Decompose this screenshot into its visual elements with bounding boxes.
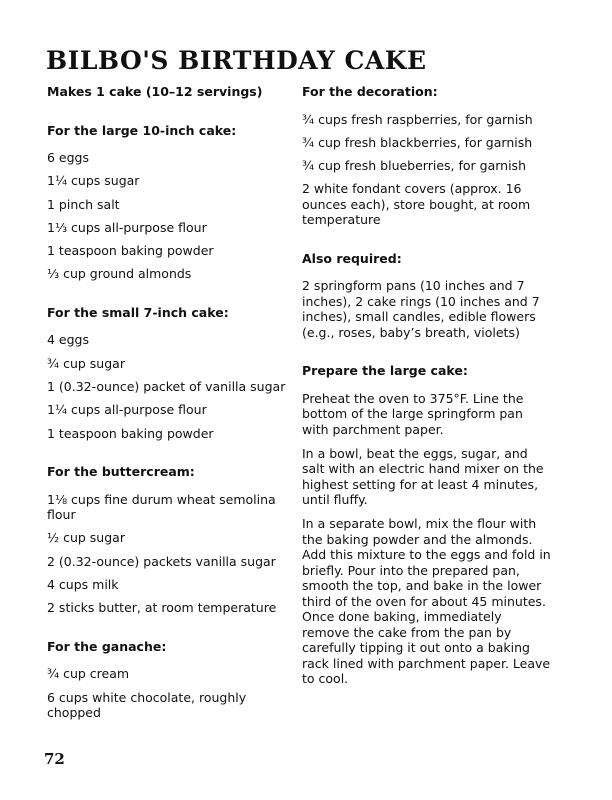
buttercream-list	[47, 492, 292, 616]
ingredient-item: 4 cups milk	[47, 577, 119, 593]
ingredient-item: 6 cups white chocolate, roughly chopped	[47, 689, 247, 721]
large-cake-list	[47, 150, 292, 282]
ganache-heading: For the ganache:	[47, 638, 167, 654]
ingredient-item: 2 sticks butter, at room temperature	[47, 600, 277, 616]
ingredient-item: 1 teaspoon baking powder	[47, 243, 214, 259]
ingredient-item: 1⅛ cups fine durum wheat semolina flour	[47, 491, 276, 523]
instruction-paragraph: In a separate bowl, mix the flour with the baking powder and the almonds. Add this mixture to the eggs and fold in briefly. Pour into the prepared pan, smooth the top, and bake in the lower third of the oven for about 45 minutes. Once done baking, immediately remove the cake from the pan by carefully tipping it out onto a baking rack lined with parchment paper. Leave to cool.	[302, 516, 551, 687]
ingredient-item: 4 eggs	[47, 332, 89, 348]
ingredient-item: ¾ cup fresh blackberries, for garnish	[302, 134, 533, 150]
instruction-paragraph: In a bowl, beat the eggs, sugar, and salt with an electric hand mixer on the highest setting for at least 4 minutes, until fluffy.	[302, 445, 544, 508]
decoration-list	[302, 112, 552, 228]
yield-text: Makes 1 cake (10–12 servings)	[47, 84, 263, 99]
right-column	[302, 84, 552, 695]
instruction-paragraph: Preheat the oven to 375°F. Line the bottom of the large springform pan with parchment paper.	[302, 390, 524, 437]
prepare-heading: Prepare the large cake:	[302, 363, 468, 379]
ingredient-item: 1 teaspoon baking powder	[47, 425, 214, 441]
ingredient-item: 2 white fondant covers (approx. 16 ounces each), store bought, at room temperature	[302, 181, 531, 228]
decoration-heading: For the decoration:	[302, 84, 438, 99]
ingredient-item: 1¼ cups all-purpose flour	[47, 402, 207, 418]
ingredient-item: ½ cup sugar	[47, 530, 125, 546]
ingredient-item: 2 (0.32-ounce) packets vanilla sugar	[47, 553, 276, 569]
also-required-text: 2 springform pans (10 inches and 7 inches), 2 cake rings (10 inches and 7 inches), small candles, edible flowers (e.g., roses, baby’s breath, violets)	[302, 278, 540, 340]
ingredient-item: 1¼ cups sugar	[47, 173, 140, 189]
page-number: 72	[44, 750, 65, 768]
page-title: BILBO'S BIRTHDAY CAKE	[46, 46, 427, 75]
large-cake-heading: For the large 10-inch cake:	[47, 122, 237, 138]
ingredient-item: 1 pinch salt	[47, 196, 120, 212]
ingredient-item: ¾ cup fresh blueberries, for garnish	[302, 158, 526, 174]
ganache-list	[47, 666, 292, 720]
buttercream-heading: For the buttercream:	[47, 464, 195, 480]
ingredient-item: 6 eggs	[47, 150, 89, 165]
ingredient-item: 1⅓ cups all-purpose flour	[47, 219, 207, 235]
left-column	[47, 84, 292, 728]
ingredient-item: ¾ cup cream	[47, 666, 130, 682]
also-required-heading: Also required:	[302, 250, 402, 266]
small-cake-heading: For the small 7-inch cake:	[47, 304, 229, 320]
ingredient-item: ¾ cup sugar	[47, 355, 125, 371]
small-cake-list	[47, 332, 292, 441]
ingredient-item: ¾ cups fresh raspberries, for garnish	[302, 111, 533, 127]
ingredient-item: 1 (0.32-ounce) packet of vanilla sugar	[47, 379, 286, 395]
ingredient-item: ⅓ cup ground almonds	[47, 266, 192, 282]
